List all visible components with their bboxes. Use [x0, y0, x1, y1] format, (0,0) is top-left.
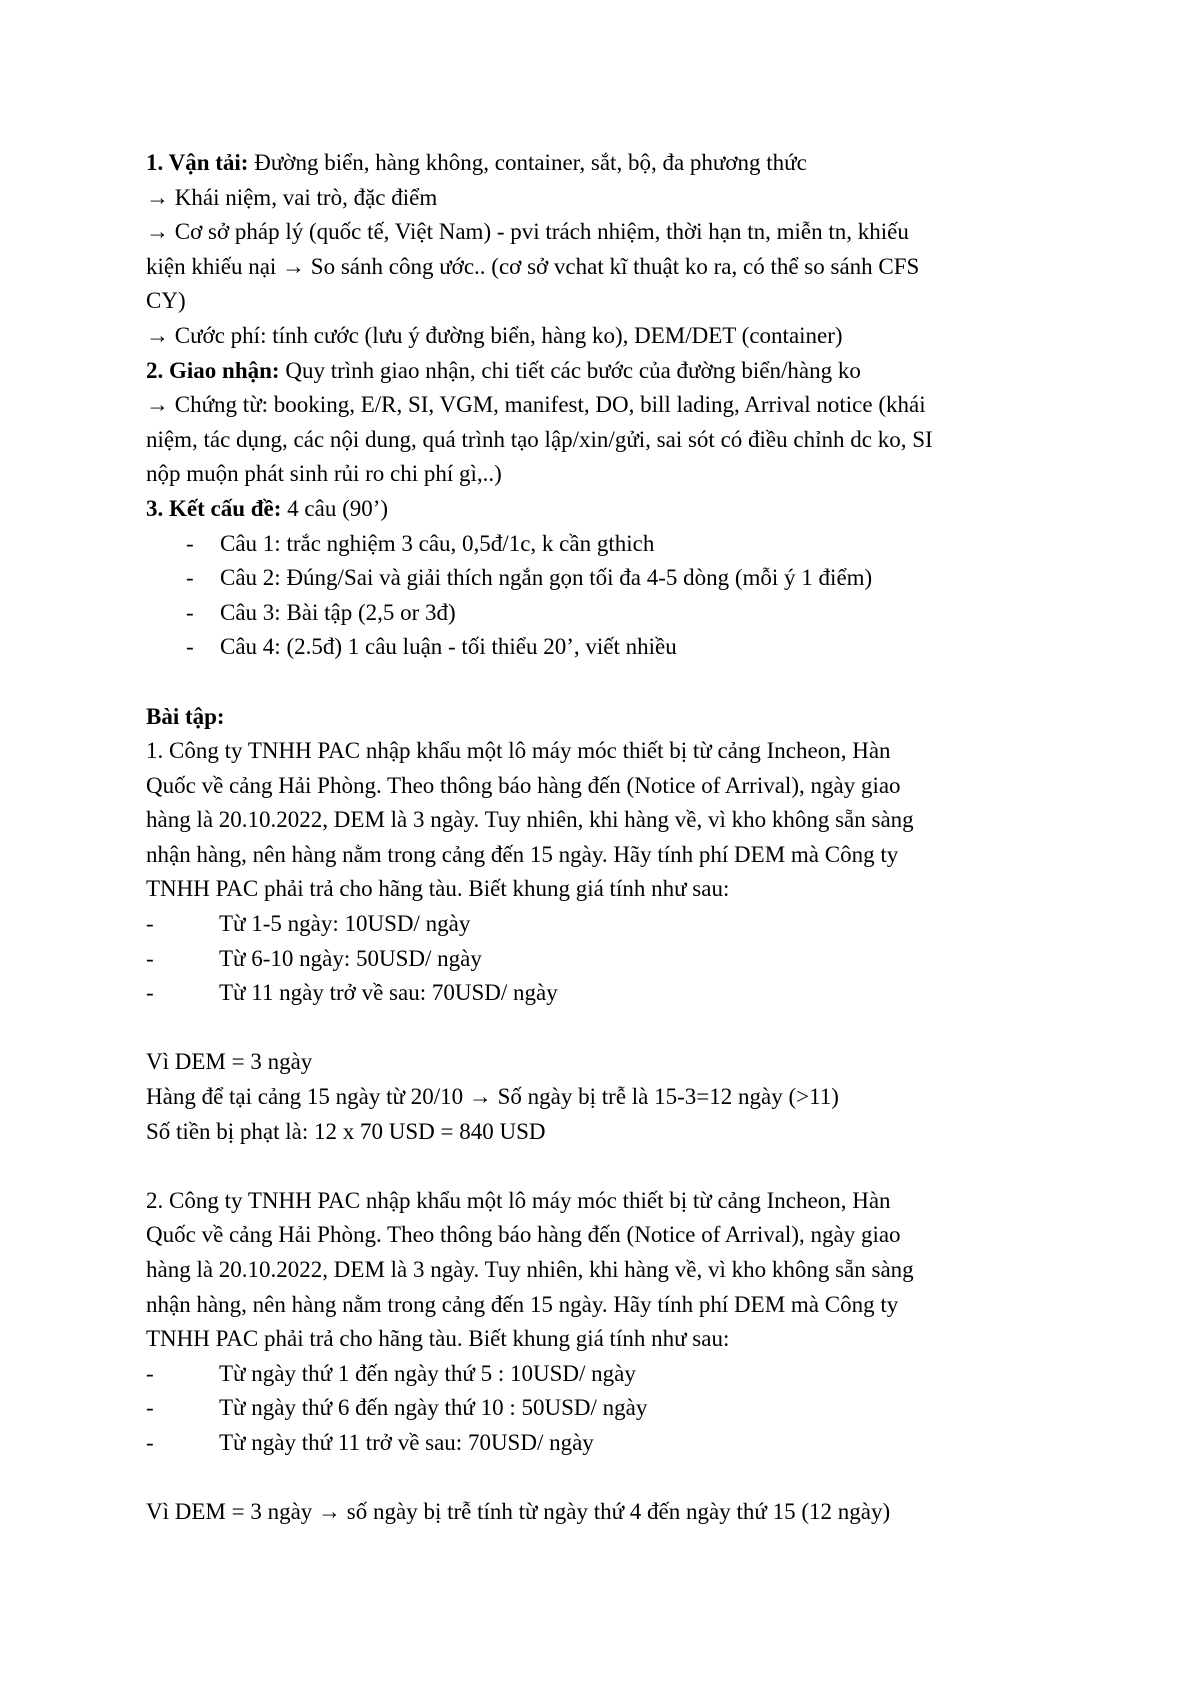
- exercise-2-line: 2. Công ty TNHH PAC nhập khẩu một lô máy móc thiết bị từ cảng Incheon, Hàn: [146, 1187, 891, 1213]
- exercise-1-line: hàng là 20.10.2022, DEM là 3 ngày. Tuy nhiên, khi hàng về, vì kho không sẵn sàng: [146, 807, 914, 833]
- exercise-2-line: nhận hàng, nên hàng nằm trong cảng đến 15 ngày. Hãy tính phí DEM mà Công ty: [146, 1291, 899, 1317]
- dash-bullet: -: [146, 945, 154, 971]
- spacer: [146, 1149, 1046, 1184]
- dash-bullet: -: [186, 565, 194, 591]
- exercise-1-line: TNHH PAC phải trả cho hãng tàu. Biết khung giá tính như sau:: [146, 876, 730, 902]
- question-text: Câu 2: Đúng/Sai và giải thích ngắn gọn tối đa 4-5 dòng (mỗi ý 1 điểm): [220, 565, 873, 591]
- section-3-heading: 3. Kết cấu đề:: [146, 495, 282, 521]
- question-text: Câu 4: (2.5đ) 1 câu luận - tối thiểu 20’, viết nhiều: [220, 634, 677, 660]
- section-1-line: → Cước phí: tính cước (lưu ý đường biển, hàng ko), DEM/DET (container): [146, 322, 843, 348]
- solution-1-line: Hàng để tại cảng 15 ngày từ 20/10 → Số ngày bị trễ là 15-3=12 ngày (>11): [146, 1084, 839, 1110]
- dash-bullet: -: [146, 1395, 154, 1421]
- section-3-text: 4 câu (90’): [281, 495, 389, 521]
- dash-bullet: -: [186, 530, 194, 556]
- section-1-title-line: [146, 146, 1046, 181]
- question-item: [146, 596, 1046, 631]
- section-1-line: → Cơ sở pháp lý (quốc tế, Việt Nam) - pvi trách nhiệm, thời hạn tn, miễn tn, khiếu: [146, 219, 909, 245]
- dash-bullet: -: [186, 599, 194, 625]
- exercise-1-line: nhận hàng, nên hàng nằm trong cảng đến 15 ngày. Hãy tính phí DEM mà Công ty: [146, 841, 899, 867]
- document-page: [146, 146, 1046, 1530]
- solution-2-line: Vì DEM = 3 ngày → số ngày bị trễ tính từ ngày thứ 4 đến ngày thứ 15 (12 ngày): [146, 1499, 891, 1525]
- dash-bullet: -: [146, 1360, 154, 1386]
- section-3-title-line: [146, 492, 1046, 527]
- exercises-heading: Bài tập:: [146, 703, 225, 729]
- dash-bullet: -: [146, 911, 154, 937]
- exercise-1-line: Quốc về cảng Hải Phòng. Theo thông báo hàng đến (Notice of Arrival), ngày giao: [146, 772, 901, 798]
- rate-text: Từ 1-5 ngày: 10USD/ ngày: [219, 911, 471, 937]
- dash-bullet: -: [146, 1429, 154, 1455]
- section-1-heading: 1. Vận tải:: [146, 150, 249, 175]
- section-2-text: Quy trình giao nhận, chi tiết các bước của đường biển/hàng ko: [279, 357, 861, 383]
- exercise-2-line: Quốc về cảng Hải Phòng. Theo thông báo hàng đến (Notice of Arrival), ngày giao: [146, 1222, 901, 1248]
- exercise-2-line: TNHH PAC phải trả cho hãng tàu. Biết khung giá tính như sau:: [146, 1326, 730, 1352]
- section-2-title-line: [146, 354, 1046, 389]
- rate-text: Từ ngày thứ 6 đến ngày thứ 10 : 50USD/ ngày: [219, 1395, 648, 1421]
- rate-item: [146, 1426, 1046, 1461]
- rate-text: Từ ngày thứ 1 đến ngày thứ 5 : 10USD/ ngày: [219, 1360, 636, 1386]
- question-text: Câu 1: trắc nghiệm 3 câu, 0,5đ/1c, k cần gthich: [220, 530, 655, 556]
- section-1-line: CY): [146, 288, 186, 314]
- rate-item: [146, 942, 1046, 977]
- rate-text: Từ ngày thứ 11 trở về sau: 70USD/ ngày: [219, 1429, 594, 1455]
- rate-text: Từ 11 ngày trở về sau: 70USD/ ngày: [219, 980, 558, 1006]
- question-text: Câu 3: Bài tập (2,5 or 3đ): [220, 599, 456, 625]
- section-2-line: nộp muộn phát sinh rủi ro chi phí gì,..): [146, 461, 502, 487]
- solution-1-line: Vì DEM = 3 ngày: [146, 1049, 313, 1075]
- section-2-line: niệm, tác dụng, các nội dung, quá trình tạo lập/xin/gửi, sai sót có điều chỉnh dc ko, SI: [146, 426, 933, 452]
- exercise-1-line: 1. Công ty TNHH PAC nhập khẩu một lô máy móc thiết bị từ cảng Incheon, Hàn: [146, 738, 891, 764]
- rate-item: [146, 1391, 1046, 1426]
- question-item: [146, 630, 1046, 665]
- rate-item: [146, 1357, 1046, 1392]
- section-2-line: → Chứng từ: booking, E/R, SI, VGM, manifest, DO, bill lading, Arrival notice (khái: [146, 392, 926, 418]
- rate-text: Từ 6-10 ngày: 50USD/ ngày: [219, 945, 482, 971]
- question-item: [146, 561, 1046, 596]
- spacer: [146, 1461, 1046, 1496]
- rate-item: [146, 976, 1046, 1011]
- section-1-text: Đường biển, hàng không, container, sắt, bộ, đa phương thức: [248, 150, 807, 175]
- rate-item: [146, 907, 1046, 942]
- question-item: [146, 527, 1046, 562]
- dash-bullet: -: [186, 634, 194, 660]
- dash-bullet: -: [146, 980, 154, 1006]
- spacer: [146, 665, 1046, 700]
- section-2-heading: 2. Giao nhận:: [146, 357, 280, 383]
- solution-1-line: Số tiền bị phạt là: 12 x 70 USD = 840 USD: [146, 1118, 546, 1144]
- exercise-2-line: hàng là 20.10.2022, DEM là 3 ngày. Tuy nhiên, khi hàng về, vì kho không sẵn sàng: [146, 1257, 914, 1282]
- spacer: [146, 1011, 1046, 1046]
- section-1-line: kiện khiếu nại → So sánh công ước.. (cơ sở vchat kĩ thuật ko ra, có thể so sánh CFS: [146, 253, 920, 279]
- section-1-line: → Khái niệm, vai trò, đặc điểm: [146, 184, 438, 210]
